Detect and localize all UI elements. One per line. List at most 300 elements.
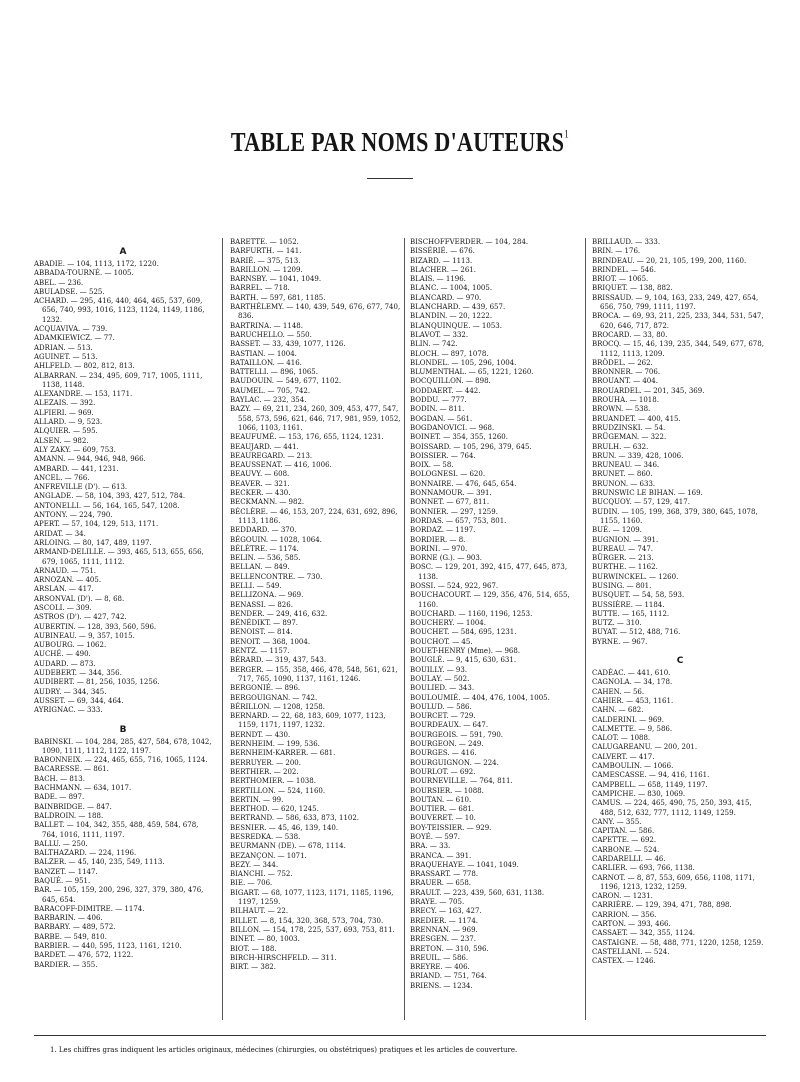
index-entry: AUBOURG. — 1062.: [34, 641, 107, 650]
index-entry: BERNDT. — 430.: [230, 730, 291, 739]
index-entry: ANFREVILLE (D'). — 613.: [34, 483, 128, 492]
index-entry: BOUCHARD. — 1160, 1196, 1253.: [410, 609, 533, 618]
index-entry: BRANCA. — 391.: [410, 851, 472, 860]
index-entry: BOY-TEISSIER. — 929.: [410, 823, 492, 832]
index-entry: BOURNEVILLE. — 764, 811.: [410, 777, 513, 786]
index-entry: BADE. — 897.: [34, 793, 85, 802]
title-divider: [367, 178, 413, 179]
index-entry: BERNHEIM. — 199, 536.: [230, 740, 320, 749]
index-entry: BOCQUILLON. — 898.: [410, 377, 491, 386]
index-column-3: [410, 238, 582, 991]
index-entry: ARLOING. — 80, 147, 489, 1197.: [34, 538, 152, 547]
index-entry: BARDIER. — 355.: [34, 960, 98, 969]
title-footnote-mark: 1: [564, 126, 570, 140]
index-entry: BUTZ. — 310.: [592, 619, 642, 628]
index-entry: BARBARY. — 489, 572.: [34, 923, 116, 932]
index-entry: BROUANT. — 404.: [592, 377, 658, 386]
index-entry: ARSLAN. — 417.: [34, 585, 94, 594]
index-entry: BRESGEN. — 237.: [410, 935, 476, 944]
index-entry: CARRION. — 356.: [592, 910, 657, 919]
index-entry: CAGNOLA. — 34, 178.: [592, 678, 673, 687]
index-entry: BOURGES. — 416.: [410, 749, 477, 758]
index-entry: AGUINET. — 513.: [34, 352, 98, 361]
index-entry: ACHARD. — 295, 416, 440, 464, 465, 537, 609, 656, 740, 993, 1016, 1123, 1124, 1149, 1186, 1232.: [34, 297, 205, 324]
index-entry: BIGART. — 68, 1077, 1123, 1171, 1185, 1196, 1197, 1259.: [230, 888, 394, 907]
index-entry: BISSÉRIÉ. — 676.: [410, 247, 475, 256]
index-entry: BRETON. — 310, 596.: [410, 944, 489, 953]
index-entry: BARTRINA. — 1148.: [230, 321, 303, 330]
index-entry: BORDIER. — 8.: [410, 535, 466, 544]
index-entry: BONNAIRE. — 476, 645, 654.: [410, 479, 517, 488]
index-entry: AUDRY. — 344, 345.: [34, 687, 107, 696]
index-entry: BÉNÉDIKT. — 897.: [230, 619, 298, 628]
index-entry: BEAUFUMÉ. — 153, 176, 655, 1124, 1231.: [230, 433, 384, 442]
index-entry: BILLON. — 154, 178, 225, 537, 693, 753, 811.: [230, 925, 395, 934]
index-entry: BERGOUIGNAN. — 742.: [230, 693, 318, 702]
index-entry: AUSSET. — 69, 344, 464.: [34, 696, 124, 705]
index-entry: BENASSI. — 826.: [230, 600, 293, 609]
index-entry: CARNOT. — 8, 87, 553, 609, 656, 1108, 1171, 1196, 1213, 1232, 1259.: [592, 873, 755, 891]
index-entry: BAR. — 105, 159, 200, 296, 327, 379, 380, 476, 645, 654.: [34, 886, 204, 904]
index-entry: BRASSART. — 778.: [410, 870, 479, 879]
index-entry: BRUNEAU. — 346.: [592, 461, 660, 470]
index-entry: BLANQUINQUE. — 1053.: [410, 321, 502, 330]
index-entry: BUSSIÈRE. — 1184.: [592, 600, 665, 609]
section-letter: B: [119, 724, 127, 735]
index-entry: ALQUIER. — 595.: [34, 427, 98, 436]
index-entry: BRIOT. — 1065.: [592, 275, 649, 284]
index-entry: BARUCHELLO. — 550.: [230, 330, 312, 339]
index-entry: BATTELLI. — 896, 1065.: [230, 368, 318, 377]
index-entry: BODDAERT. — 442.: [410, 386, 481, 395]
index-column-2: [230, 238, 402, 972]
index-entry: BÉRARD. — 319, 437, 543.: [230, 656, 327, 665]
index-entry: ANCEL. — 766.: [34, 473, 90, 482]
index-entry: APERT. — 57, 104, 129, 513, 1171.: [34, 520, 159, 529]
index-entry: BOUILLY. — 93.: [410, 665, 468, 674]
index-entry: CANY. — 355.: [592, 817, 642, 826]
index-entry: BRIQUET. — 138, 882.: [592, 284, 673, 293]
index-entry: CARDARELLI. — 46.: [592, 855, 666, 863]
index-entry: AMANN. — 944, 946, 948, 966.: [34, 455, 146, 464]
index-entry: ABEL. — 236.: [34, 278, 84, 287]
index-entry: BIRT. — 382.: [230, 963, 276, 972]
index-entry: BAQUÉ. — 951.: [34, 877, 91, 885]
index-entry: CAHIER. — 453, 1161.: [592, 696, 674, 705]
index-entry: ALLARD. — 9, 523.: [34, 418, 103, 427]
index-entry: BROUHA. — 1018.: [592, 396, 659, 405]
index-entry: BELLI. — 549.: [230, 581, 282, 590]
index-entry: BORNE (G.). — 903.: [410, 554, 483, 563]
index-entry: BELLIZONA. — 969.: [230, 591, 304, 600]
index-entry: BRÖDEL. — 262.: [592, 358, 653, 367]
index-entry: BOUET-HENRY (Mme). — 968.: [410, 647, 521, 656]
index-entry: BELLAN. — 849.: [230, 563, 290, 572]
index-entry: ALEXANDRE. — 153, 1171.: [34, 390, 133, 399]
index-entry: BECKMANN. — 982.: [230, 498, 305, 507]
index-entry: BALDROIN. — 188.: [34, 811, 104, 820]
index-entry: BIANCHI. — 752.: [230, 870, 293, 879]
index-entry: BRAUER. — 658.: [410, 879, 472, 888]
index-entry: BACHMANN. — 634, 1017.: [34, 784, 132, 793]
index-entry: BERRUYER. — 200.: [230, 758, 301, 767]
index-entry: CAMPBELL. — 658, 1149, 1197.: [592, 780, 708, 789]
index-entry: BECKER. — 430.: [230, 489, 291, 498]
index-entry: BOURGEON. — 249.: [410, 740, 484, 749]
index-entry: BASTIAN. — 1004.: [230, 349, 297, 358]
index-entry: BLAIS. — 1196.: [410, 275, 466, 284]
index-entry: BILLET. — 8, 154, 320, 368, 573, 704, 730.: [230, 916, 384, 925]
index-entry: BLONDEL. — 105, 296, 1004.: [410, 358, 517, 367]
index-entry: ANTONELLI. — 56, 164, 165, 547, 1208.: [34, 501, 180, 510]
index-entry: BERTRAND. — 586, 633, 873, 1102.: [230, 814, 360, 823]
index-entry: BÜRGER. — 213.: [592, 554, 654, 563]
index-entry: ARNAUD. — 751.: [34, 566, 97, 575]
index-entry: BARIÉ. — 375, 513.: [230, 256, 301, 265]
index-entry: BOGDANOVICI. — 968.: [410, 423, 495, 432]
index-entry: BOYÉ. — 597.: [410, 833, 461, 841]
index-entry: BOURDEAUX. — 647.: [410, 721, 489, 730]
index-entry: BRINDEAU. — 20, 21, 105, 199, 200, 1160.: [592, 256, 747, 265]
index-entry: BARACOFF-DIMITRE. — 1174.: [34, 904, 145, 913]
index-entry: CARLIER. — 693, 766, 1138.: [592, 864, 695, 873]
index-entry: BORDAS. — 657, 753, 801.: [410, 516, 507, 525]
index-entry: BIZARD. — 1113.: [410, 256, 473, 265]
index-entry: BISCHOFFVERDER. — 104, 284.: [410, 238, 529, 246]
index-entry: BUSING. — 801.: [592, 581, 652, 590]
index-entry: BRÜGEMAN. — 322.: [592, 433, 667, 442]
index-entry: BACARESSE. — 861.: [34, 765, 109, 774]
index-entry: BEURMANN (DE). — 678, 1114.: [230, 842, 346, 851]
index-entry: CARON. — 1231.: [592, 892, 653, 901]
index-entry: BOUCHET. — 584, 695, 1231.: [410, 628, 517, 637]
index-entry: BOUCHACOURT. — 129, 356, 476, 514, 655, 1160.: [410, 591, 570, 609]
index-entry: BELIN. — 536, 585.: [230, 554, 301, 563]
index-entry: BOULIED. — 343.: [410, 684, 475, 693]
index-entry: BREYRE. — 406.: [410, 963, 470, 972]
index-column-4: [592, 238, 768, 967]
index-entry: BLIN. — 742.: [410, 340, 458, 349]
page-title: TABLE PAR NOMS D'AUTEURS$^1$: [230, 126, 570, 158]
index-entry: BANZET. — 1147.: [34, 867, 98, 876]
index-entry: CAMBOULIN. — 1066.: [592, 762, 674, 771]
index-entry: AUDARD. — 873.: [34, 659, 96, 668]
index-entry: BORDAZ. — 1197.: [410, 526, 476, 535]
index-entry: BROWN. — 538.: [592, 405, 651, 414]
index-entry: BRUNSWIC LE BIHAN. — 169.: [592, 489, 703, 498]
index-entry: BRUNON. — 633.: [592, 479, 656, 488]
index-entry: ABBADA-TOURNÉ. — 1005.: [34, 269, 134, 278]
index-entry: BAUMEL. — 705, 742.: [230, 386, 311, 395]
index-entry: AHLFELD. — 802, 812, 813.: [34, 362, 135, 371]
index-entry: AUBERTIN. — 128, 393, 560, 596.: [34, 622, 157, 631]
index-entry: BLANCHARD. — 439, 657.: [410, 303, 506, 312]
index-entry: BARFURTH. — 141.: [230, 247, 302, 256]
index-entry: BODDU. — 777.: [410, 396, 467, 405]
index-entry: ALSEN. — 982.: [34, 436, 89, 445]
index-entry: BARNSBY. — 1041, 1049.: [230, 275, 322, 284]
index-entry: BRA. — 33.: [410, 842, 451, 851]
column-divider: [404, 238, 405, 1020]
index-entry: CASTELLANI. — 524.: [592, 947, 670, 956]
index-entry: BREDIER. — 1174.: [410, 916, 478, 925]
index-entry: BABONNEIX. — 224, 465, 655, 716, 1065, 1124.: [34, 756, 208, 765]
index-entry: BENDER. — 249, 416, 632.: [230, 609, 328, 618]
index-entry: CADÉAC. — 441, 610.: [592, 669, 671, 678]
index-entry: ARNOZAN. — 405.: [34, 576, 102, 585]
index-entry: ANGLADE. — 58, 104, 393, 427, 512, 784.: [34, 492, 186, 501]
section-letter: A: [119, 247, 127, 257]
index-entry: BUDIN. — 105, 199, 368, 379, 380, 645, 1078, 1155, 1160.: [592, 507, 758, 525]
index-entry: BOSC. — 129, 201, 392, 415, 477, 645, 873, 1138.: [410, 563, 568, 581]
index-entry: BOLOGNESI. — 620.: [410, 470, 486, 479]
index-entry: BLANC. — 1004, 1005.: [410, 284, 493, 293]
section-letter: C: [676, 656, 684, 667]
index-entry: ANTONY. — 224, 790.: [34, 511, 113, 520]
index-entry: BONNET. — 677, 811.: [410, 498, 490, 507]
index-entry: BOURSIER. — 1088.: [410, 786, 484, 795]
index-entry: BALTHAZARD. — 224, 1196.: [34, 849, 137, 858]
index-entry: BASSET. — 33, 439, 1077, 1126.: [230, 340, 346, 349]
index-entry: CARBONE. — 524.: [592, 845, 660, 854]
index-entry: BOULUD. — 586.: [410, 702, 472, 711]
index-entry: CALVERT. — 417.: [592, 752, 655, 761]
index-entry: BESNIER. — 45, 46, 139, 140.: [230, 823, 339, 832]
index-entry: BERTHIER. — 202.: [230, 767, 299, 776]
index-entry: BUCQUOY. — 57, 129, 417.: [592, 498, 690, 507]
index-entry: CAPETTE. — 692.: [592, 836, 657, 845]
index-entry: BURTHE. — 1162.: [592, 563, 658, 572]
index-entry: BERGER. — 155, 358, 466, 478, 548, 561, 621, 717, 765, 1090, 1137, 1161, 1246.: [230, 665, 398, 683]
index-entry: BOISSIER. — 764.: [410, 451, 476, 460]
index-entry: BERNHEIM-KARRER. — 681.: [230, 749, 336, 758]
index-entry: BRISSAUD. — 9, 104, 163, 233, 249, 427, 654, 656, 750, 799, 1111, 1197.: [592, 293, 759, 312]
index-entry: CARRIÈRE. — 129, 394, 471, 788, 898.: [592, 901, 732, 910]
index-entry: BÉRILLON. — 1208, 1258.: [230, 702, 325, 711]
index-entry: BILHAUT. — 22.: [230, 907, 289, 916]
index-entry: BEAVER. — 321.: [230, 479, 290, 488]
index-entry: CAHN. — 682.: [592, 706, 644, 715]
index-entry: BORINI. — 970.: [410, 544, 468, 553]
index-entry: BEAUJARD. — 441.: [230, 442, 299, 451]
index-entry: BALLET. — 104, 342, 355, 488, 459, 584, 678, 764, 1016, 1111, 1197.: [34, 821, 199, 839]
index-entry: AUDIBERT. — 81, 256, 1035, 1256.: [34, 678, 160, 687]
index-entry: CASSAET. — 342, 355, 1124.: [592, 929, 696, 938]
index-entry: ARSONVAL (D'). — 8, 68.: [34, 594, 125, 603]
index-entry: BEZANÇON. — 1071.: [230, 851, 307, 860]
index-entry: BERTILLON. — 524, 1160.: [230, 786, 326, 795]
index-entry: CALMETTE. — 9, 586.: [592, 724, 673, 733]
index-entry: BEDDARD. — 370.: [230, 526, 297, 535]
index-entry: BUYAT. — 512, 488, 716.: [592, 628, 681, 637]
index-entry: BOURCET. — 729.: [410, 712, 476, 721]
index-entry: BROCA. — 69, 93, 211, 225, 233, 344, 531, 547, 620, 646, 717, 872.: [592, 312, 764, 330]
index-entry: BRIAND. — 751, 764.: [410, 972, 487, 981]
index-entry: BRUNET. — 860.: [592, 470, 653, 479]
index-entry: CARTON. — 393, 466.: [592, 920, 671, 929]
index-entry: BRINDEL. — 546.: [592, 265, 656, 274]
index-entry: BRENNAN. — 969.: [410, 925, 478, 934]
index-entry: CALDERINI. — 969.: [592, 715, 664, 724]
index-entry: BINET. — 80, 1003.: [230, 935, 300, 944]
index-entry: BATAILLON. — 416.: [230, 358, 302, 367]
index-entry: BÉCLÈRE. — 46, 153, 207, 224, 631, 692, 896, 1113, 1186.: [230, 507, 398, 525]
index-entry: CALUGAREANU. — 200, 201.: [592, 743, 698, 752]
index-entry: ABADIE. — 104, 1113, 1172, 1220.: [34, 260, 159, 268]
index-entry: BLANDIN. — 20, 1222.: [410, 312, 493, 321]
index-entry: ALBARRAN. — 234, 495, 609, 717, 1005, 1111, 1138, 1148.: [34, 371, 203, 389]
index-entry: BRIENS. — 1234.: [410, 981, 473, 990]
index-entry: AUBINEAU. — 9, 357, 1015.: [34, 631, 135, 640]
index-entry: BUGNION. — 391.: [592, 535, 659, 544]
index-entry: BOUVERET. — 10.: [410, 814, 476, 823]
index-entry: BIE. — 706.: [230, 879, 273, 888]
index-entry: BOURLOT. — 692.: [410, 767, 476, 776]
index-entry: BENOIST. — 814.: [230, 628, 293, 637]
index-column-1: [34, 238, 212, 970]
index-entry: CAPITAN. — 586.: [592, 827, 655, 836]
index-entry: BOINET. — 354, 355, 1260.: [410, 433, 508, 442]
index-entry: CASTAIGNE. — 58, 488, 771, 1220, 1258, 1259.: [592, 938, 764, 947]
index-entry: AUCHÉ. — 490.: [34, 650, 91, 659]
index-entry: ALEZAIS. — 392.: [34, 399, 96, 408]
index-entry: CAMESCASSE. — 94, 416, 1161.: [592, 771, 710, 780]
index-entry: BARBIER. — 440, 595, 1123, 1161, 1210.: [34, 942, 182, 951]
index-entry: BONNIER. — 297, 1259.: [410, 507, 498, 516]
footnote: 1. Les chiffres gras indiquent les articles originaux, médecines (chirurgies, ou obstétriques) pratiques et les articles de couverture.: [50, 1046, 518, 1054]
index-entry: BALLU. — 250.: [34, 839, 88, 848]
index-entry: BALZER. — 45, 140, 235, 549, 1113.: [34, 858, 165, 867]
index-entry: BRILLAUD. — 333.: [592, 238, 661, 246]
index-entry: BROUARDEL. — 201, 345, 369.: [592, 386, 705, 395]
index-entry: BUSQUET. — 54, 58, 593.: [592, 591, 685, 600]
index-entry: BEZY. — 344.: [230, 860, 279, 869]
index-entry: BAYLAC. — 232, 354.: [230, 396, 307, 405]
index-entry: BLACHER. — 261.: [410, 265, 476, 274]
index-entry: CALOT. — 1088.: [592, 734, 651, 743]
index-entry: BARDET. — 476, 572, 1122.: [34, 951, 134, 960]
index-entry: ASTROS (D'). — 427, 742.: [34, 613, 127, 622]
index-entry: BOULAY. — 502.: [410, 674, 470, 683]
index-entry: BRIN. — 176.: [592, 247, 641, 256]
index-entry: BOULOUMIÉ. — 404, 476, 1004, 1005.: [410, 693, 550, 702]
index-entry: BOUTAN. — 610.: [410, 795, 472, 804]
index-entry: BEAUVY. — 608.: [230, 470, 290, 479]
index-entry: BAINBRIDGE. — 847.: [34, 802, 112, 811]
index-entry: BEAUSSENAT. — 416, 1006.: [230, 461, 332, 470]
index-entry: BÉGOUIN. — 1028, 1064.: [230, 535, 322, 544]
index-entry: ARIDAT. — 34.: [34, 529, 86, 538]
index-entry: BOISSARD. — 105, 296, 379, 645.: [410, 442, 532, 451]
index-entry: BARTH. — 597, 681, 1185.: [230, 293, 326, 302]
index-entry: BARETTE. — 1052.: [230, 238, 299, 246]
index-entry: ADAMKIEWICZ. — 77.: [34, 334, 115, 343]
index-entry: ALFIERI. — 969.: [34, 408, 94, 417]
index-entry: BERTHOMIER. — 1038.: [230, 777, 316, 786]
index-entry: BRULH. — 632.: [592, 442, 649, 451]
index-entry: BLAVOT. — 332.: [410, 330, 469, 339]
index-entry: BRAQUEHAYE. — 1041, 1049.: [410, 860, 519, 869]
index-entry: CAMUS. — 224, 465, 490, 75, 250, 393, 415, 488, 512, 632, 777, 1112, 1149, 1259.: [592, 799, 752, 817]
index-entry: BRUANDET. — 400, 415.: [592, 414, 681, 423]
index-entry: BABINSKI. — 104, 284, 285, 427, 584, 678, 1042, 1090, 1111, 1112, 1122, 1197.: [34, 737, 212, 755]
index-entry: ACQUAVIVA. — 739.: [34, 325, 108, 334]
index-entry: AMBARD. — 441, 1231.: [34, 464, 119, 473]
index-entry: ALY ZAKY. — 609, 753.: [34, 445, 116, 454]
index-entry: BEAUREGARD. — 213.: [230, 451, 313, 460]
index-entry: BAZY. — 69, 211, 234, 260, 309, 453, 477, 547, 558, 573, 596, 621, 646, 717, 981, 959, 1052, 1066, 1103, 1161.: [230, 405, 401, 432]
index-entry: BENOIT. — 368, 1004.: [230, 637, 311, 646]
index-entry: BREUIL. — 586.: [410, 953, 469, 962]
index-entry: CAHEN. — 56.: [592, 687, 645, 696]
index-entry: BACH. — 813.: [34, 774, 85, 783]
index-entry: BROCARD. — 33, 80.: [592, 330, 668, 339]
index-entry: BOGDAN. — 561.: [410, 414, 473, 423]
index-entry: BUTTE. — 165, 1112.: [592, 609, 670, 618]
index-entry: BOURGUIGNON. — 224.: [410, 758, 499, 767]
index-entry: BRUN. — 339, 428, 1006.: [592, 451, 684, 460]
index-entry: BURWINCKEL. — 1260.: [592, 572, 679, 581]
index-entry: BERNARD. — 22, 68, 183, 609, 1077, 1123, 1159, 1171, 1197, 1232.: [230, 712, 386, 730]
index-entry: BOUCHERY. — 1004.: [410, 619, 486, 628]
index-entry: BARBARIN. — 406.: [34, 914, 103, 923]
index-entry: BROCQ. — 15, 46, 139, 235, 344, 549, 677, 678, 1112, 1113, 1209.: [592, 340, 764, 358]
index-entry: BERTHOD. — 620, 1245.: [230, 805, 319, 814]
index-entry: BRONNER. — 706.: [592, 368, 661, 377]
index-entry: ABULADSE. — 525.: [34, 287, 105, 296]
index-entry: BLANCARD. — 970.: [410, 293, 482, 302]
index-entry: BOSSI. — 524, 922, 967.: [410, 581, 499, 590]
index-entry: BARREL. — 718.: [230, 284, 290, 293]
index-entry: BODIN. — 811.: [410, 405, 465, 414]
index-entry: AUDEBERT. — 344, 356.: [34, 669, 122, 678]
index-entry: BLUMENTHAL. — 65, 1221, 1260.: [410, 368, 534, 377]
index-entry: AYRIGNAC. — 333.: [34, 706, 103, 715]
index-entry: BERTIN. — 99.: [230, 795, 284, 804]
index-entry: BOIX. — 58.: [410, 461, 454, 470]
index-entry: BOUGLÉ. — 9, 415, 630, 631.: [410, 656, 517, 665]
index-entry: BRUDZINSKI. — 54.: [592, 423, 666, 432]
index-entry: BARTHÉLEMY. — 140, 439, 549, 676, 677, 740, 836.: [230, 303, 401, 321]
index-entry: CASTEX. — 1246.: [592, 957, 656, 966]
index-entry: BOURGEOIS. — 591, 790.: [410, 730, 504, 739]
footnote-divider: [34, 1035, 766, 1036]
column-divider: [222, 238, 223, 1020]
index-entry: BIOT. — 188.: [230, 944, 277, 953]
index-entry: BERGONIÉ. — 896.: [230, 684, 301, 693]
index-entry: BYRNE. — 967.: [592, 637, 648, 646]
index-entry: BAUDOUIN. — 549, 677, 1102.: [230, 377, 342, 386]
index-entry: BÉLÈTRE. — 1174.: [230, 544, 299, 553]
index-entry: CAMPICHE. — 830, 1069.: [592, 789, 686, 798]
index-entry: BUREAU. — 747.: [592, 544, 653, 553]
index-entry: BOUTIER. — 681.: [410, 805, 474, 814]
index-entry: BARBE. — 549, 810.: [34, 932, 107, 941]
index-entry: BELLENCONTRE. — 730.: [230, 572, 323, 581]
index-entry: BIRCH-HIRSCHFELD. — 311.: [230, 953, 337, 962]
index-entry: BESREDKA. — 538.: [230, 833, 301, 841]
index-entry: BRAULT. — 223, 439, 560, 631, 1138.: [410, 888, 545, 897]
index-entry: BARILLON. — 1209.: [230, 265, 303, 274]
index-entry: BRAYE. — 705.: [410, 898, 465, 907]
index-entry: BONNAMOUR. — 391.: [410, 489, 492, 498]
index-entry: BOUCHOT. — 45.: [410, 637, 473, 646]
index-entry: BRECY. — 163, 427.: [410, 907, 482, 916]
index-entry: ADRIAN. — 513.: [34, 343, 93, 352]
index-entry: BENTZ. — 1157.: [230, 647, 290, 656]
index-entry: ARMAND-DELILLE. — 393, 465, 513, 655, 656, 679, 1065, 1111, 1112.: [34, 548, 204, 566]
index-entry: BLOCH. — 897, 1078.: [410, 349, 489, 358]
